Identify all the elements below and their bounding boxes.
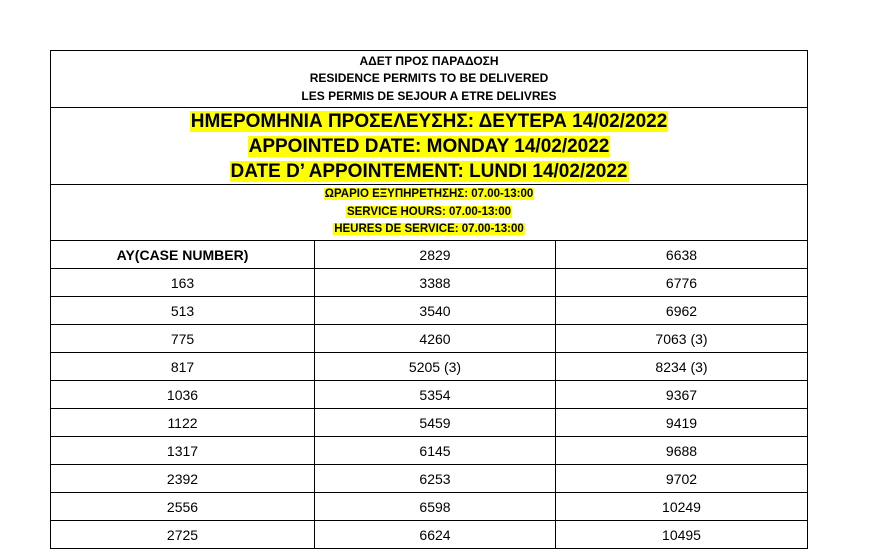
- hours-greek: ΩΡΑΡΙΟ ΕΞΥΠΗΡΕΤΗΣΗΣ: 07.00-13:00: [324, 188, 534, 201]
- case-number-cell: 6624: [315, 521, 556, 549]
- case-number-cell: 9367: [556, 381, 808, 409]
- document-header: [51, 51, 808, 108]
- case-number-cell: 1122: [51, 409, 315, 437]
- table-row: [51, 437, 808, 465]
- hours-french: HEURES DE SERVICE: 07.00-13:00: [334, 223, 524, 236]
- case-number-cell: 2556: [51, 493, 315, 521]
- table-row: [51, 493, 808, 521]
- case-number-cell: 513: [51, 297, 315, 325]
- case-number-cell: 4260: [315, 325, 556, 353]
- case-number-cell: 7063 (3): [556, 325, 808, 353]
- permits-table: [50, 50, 808, 549]
- case-number-cell: 6598: [315, 493, 556, 521]
- table-row: [51, 409, 808, 437]
- header-english: RESIDENCE PERMITS TO BE DELIVERED: [309, 71, 549, 86]
- case-number-cell: 6962: [556, 297, 808, 325]
- case-number-cell: 8234 (3): [556, 353, 808, 381]
- case-number-cell: 1317: [51, 437, 315, 465]
- date-english: APPOINTED DATE: MONDAY 14/02/2022: [248, 135, 610, 157]
- table-row: [51, 241, 808, 269]
- case-number-cell: 3388: [315, 269, 556, 297]
- case-number-cell: 5354: [315, 381, 556, 409]
- appointment-date-block: [51, 108, 808, 185]
- case-number-cell: 6776: [556, 269, 808, 297]
- case-number-cell: 163: [51, 269, 315, 297]
- table-row: [51, 353, 808, 381]
- table-row: [51, 521, 808, 549]
- case-number-cell: 9702: [556, 465, 808, 493]
- table-row: [51, 325, 808, 353]
- table-row: [51, 297, 808, 325]
- case-number-cell: 2725: [51, 521, 315, 549]
- case-number-cell: 5459: [315, 409, 556, 437]
- case-number-cell: 9419: [556, 409, 808, 437]
- case-number-cell: 1036: [51, 381, 315, 409]
- case-number-cell: 817: [51, 353, 315, 381]
- case-number-cell: 10495: [556, 521, 808, 549]
- date-french: DATE D’ APPOINTEMENT: LUNDI 14/02/2022: [230, 160, 628, 182]
- date-greek: ΗΜΕΡΟΜΗΝΙΑ ΠΡΟΣΕΛΕΥΣΗΣ: ΔΕΥΤΕΡΑ 14/02/2022: [190, 110, 668, 132]
- header-greek: ΑΔΕΤ ΠΡΟΣ ΠΑΡΑΔΟΣΗ: [359, 53, 499, 68]
- case-number-cell: 6253: [315, 465, 556, 493]
- case-number-cell: 3540: [315, 297, 556, 325]
- case-number-cell: 775: [51, 325, 315, 353]
- case-number-cell: 10249: [556, 493, 808, 521]
- case-number-cell: 2829: [315, 241, 556, 269]
- table-row: [51, 269, 808, 297]
- case-number-cell: 6145: [315, 437, 556, 465]
- service-hours-block: [51, 185, 808, 241]
- case-number-cell: 2392: [51, 465, 315, 493]
- table-row: [51, 465, 808, 493]
- case-number-cell: 9688: [556, 437, 808, 465]
- case-number-cell: 6638: [556, 241, 808, 269]
- header-french: LES PERMIS DE SEJOUR A ETRE DELIVRES: [301, 88, 557, 103]
- case-number-rows: [51, 241, 808, 549]
- case-number-cell: 5205 (3): [315, 353, 556, 381]
- table-row: [51, 381, 808, 409]
- hours-english: SERVICE HOURS: 07.00-13:00: [346, 205, 512, 218]
- case-number-header: AY(CASE NUMBER): [51, 241, 315, 269]
